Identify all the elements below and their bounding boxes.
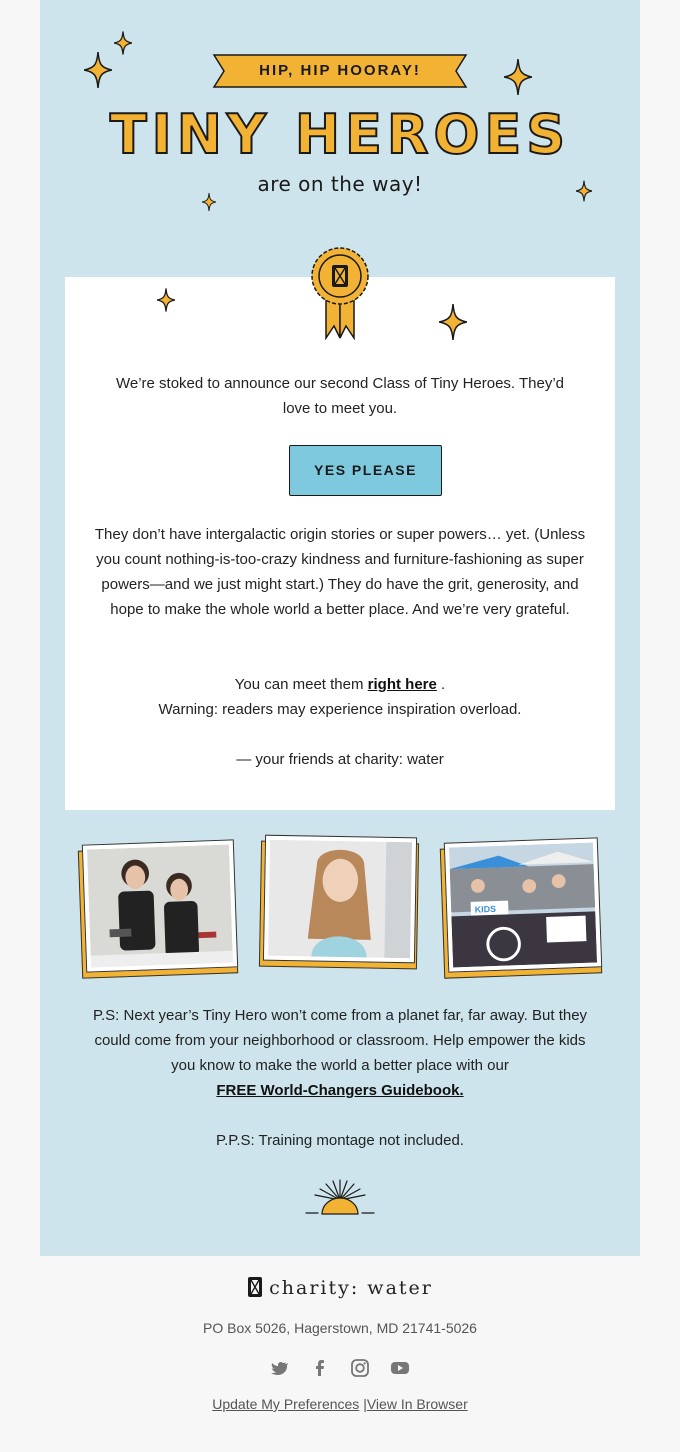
email-body bbox=[40, 0, 640, 1256]
warning-text: Warning: readers may experience inspiration overload. bbox=[158, 701, 522, 718]
jerrycan-icon bbox=[247, 1276, 263, 1298]
guidebook-link[interactable]: FREE World-Changers Guidebook. bbox=[216, 1082, 464, 1099]
signoff-text: — your friends at charity: water bbox=[236, 751, 444, 768]
twitter-icon[interactable] bbox=[270, 1358, 290, 1378]
sparkle-icon bbox=[84, 52, 112, 88]
sun-icon bbox=[302, 1176, 378, 1216]
hero-subtitle: are on the way! bbox=[257, 172, 423, 196]
meet-suffix: . bbox=[436, 676, 446, 693]
instagram-icon[interactable] bbox=[350, 1358, 370, 1378]
body-paragraph: They don’t have intergalactic origin stories or super powers… yet. (Unless you count nothing-is-too-crazy kindness and furniture-fashioning as super powers—and we just might start.) They do have the grit, generosity, and hope to make the whole world a better place. And we’re very grateful. bbox=[94, 526, 586, 618]
content-card bbox=[65, 277, 615, 810]
footer-links bbox=[0, 1396, 680, 1412]
meet-prefix: You can meet them bbox=[234, 676, 368, 693]
yes-please-button[interactable]: YES PLEASE bbox=[289, 445, 442, 496]
ps-text bbox=[92, 1003, 588, 1103]
footer-separator: | bbox=[359, 1396, 367, 1412]
hero-title: TINY HEROES bbox=[109, 103, 571, 166]
sparkle-icon bbox=[504, 58, 532, 96]
youtube-icon[interactable] bbox=[390, 1358, 410, 1378]
pps-text: P.P.S: Training montage not included. bbox=[216, 1132, 464, 1149]
intro-text: We’re stoked to announce our second Class of Tiny Heroes. They’d love to meet you. bbox=[115, 375, 565, 417]
ps-body: P.S: Next year’s Tiny Hero won’t come from a planet far, far away. But they could come from your neighborhood or classroom. Help empower the kids you know to make the world a better place with our bbox=[92, 1007, 588, 1074]
sparkle-icon bbox=[157, 287, 175, 313]
postal-address: PO Box 5026, Hagerstown, MD 21741-5026 bbox=[203, 1320, 477, 1336]
medal-badge-icon bbox=[310, 246, 370, 340]
facebook-icon[interactable] bbox=[310, 1358, 330, 1378]
footer bbox=[0, 1256, 680, 1452]
charity-water-logo[interactable] bbox=[0, 1276, 680, 1299]
view-in-browser-link[interactable]: View In Browser bbox=[366, 1396, 468, 1412]
ribbon-banner bbox=[212, 53, 468, 89]
ribbon-text: HIP, HIP HOORAY! bbox=[259, 62, 421, 79]
meet-them-line bbox=[65, 672, 615, 697]
booth-kids-sign: KIDS bbox=[474, 903, 497, 915]
sparkle-icon bbox=[439, 303, 467, 341]
update-preferences-link[interactable]: Update My Preferences bbox=[212, 1396, 360, 1412]
sparkle-icon bbox=[114, 30, 132, 56]
photo-kids-with-tools bbox=[78, 840, 240, 980]
logo-text: charity: water bbox=[269, 1277, 433, 1299]
photo-kids-booth bbox=[440, 838, 604, 980]
photo-girl-portrait bbox=[258, 836, 420, 972]
right-here-link[interactable]: right here bbox=[367, 676, 437, 693]
